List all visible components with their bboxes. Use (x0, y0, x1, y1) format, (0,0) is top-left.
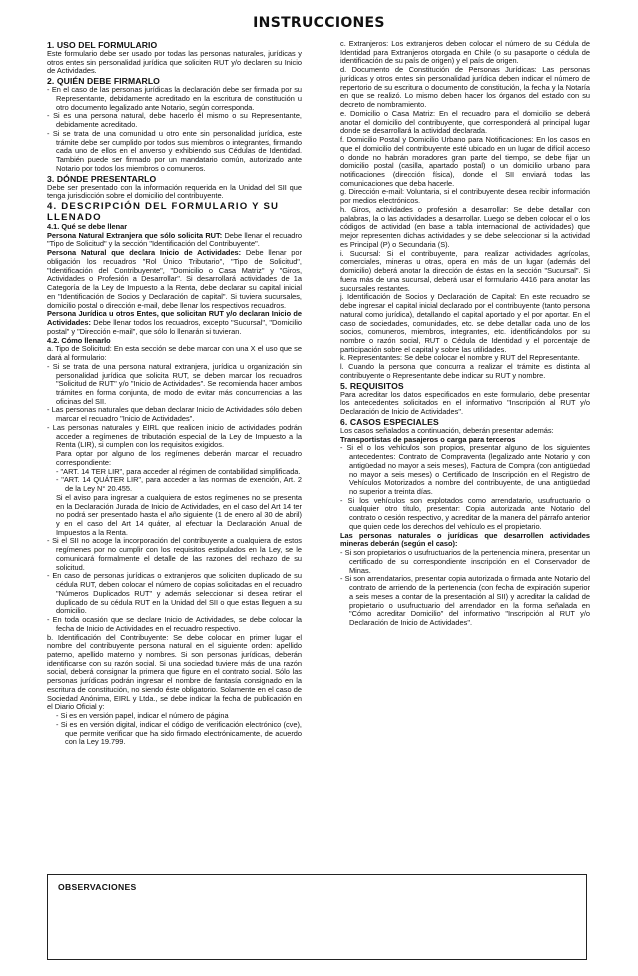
section-donde-title: 3. DÓNDE PRESENTARLO (47, 173, 157, 184)
item-domicilio-postal: f. Domicilio Postal y Domicilio Urbano para Notificaciones: En los casos en que el domicilio del contribuyente esté ubicado en un lugar de difícil acceso o donde no habrán moradores gran parte del tiempo, se debe fijar un domicilio postal (casilla, apartado postal) o un domicilio urbano para notificaciones (dirección física), donde el SII enviará todas las comunicaciones que deba hacerle. (340, 135, 590, 188)
list-item: - En el caso de las personas jurídicas la declaración debe ser firmada por su Representante, debidamente acreditado en la escritura de constitución u otro documento legalizado ante Notario, según corresponda. (47, 85, 302, 112)
paragraph-natural (47, 249, 302, 310)
paragraph-bold: Persona Natural que declara Inicio de Actividades: (47, 248, 242, 258)
item-email: g. Dirección e-mail: Voluntaria, si el contribuyente desea recibir información por medios electrónicos. (340, 187, 590, 206)
list-item: - Las personas naturales y EIRL que realicen inicio de actividades podrán acceder a regímenes de tributación especial de la Ley de Impuesto a la Renta (LIR), si cumplen con los requisitos exigidos. (47, 422, 302, 450)
list-item: - Si son arrendatarios, presentar copia autorizada o firmada ante Notario del contrato de arriendo de la pertenencia (con fecha de expiración superior a seis meses a contar de la presentación al SII) y acreditar la calidad de propietario o usufructuario del arrendador en la forma señalada en "Cómo acreditar Domicilio" del informativo "Inscripción al RUT y/o Declaración de Inicio de Actividades". (340, 574, 590, 627)
subsection-42-title: 4.2. Cómo llenarlo (47, 335, 111, 345)
right-column (340, 40, 590, 856)
section-requisitos-title: 5. REQUISITOS (340, 380, 404, 391)
list-item: - "ART. 14 QUÁTER LIR", para acceder a las normas de exención, Art. 2 de la Ley N° 20.455. (56, 475, 302, 494)
regimen-aviso: Si el aviso para ingresar a cualquiera de estos regímenes no se presenta en la Declaración Jurada de Inicio de Actividades, en el caso del Art 14 ter no podrá ser presentado hasta el año siguiente (1 de enero al 30 de abril) y en el caso del Art 14 quáter, al efectuar la Declaración Anual de Impuestos a la Renta. (56, 492, 302, 537)
list-item: - Si es en versión digital, indicar el código de verificación electrónico (cve), que permite verificar que ha sido firmado electrónicamente, de acuerdo con la Ley 19.799. (56, 719, 302, 747)
list-item: - Si se trata de una persona natural extranjera, jurídica u organización sin personalidad jurídica que solicita RUT, se deben marcar los recuadros "Solicitud de RUT" y/o "Inicio de Actividades". Se recomienda hacer ambos trámites en forma conjunta, de modo de evitar más concurrencias a las oficinas del SII. (47, 361, 302, 406)
list-item: - Si el o los vehículos son propios, presentar alguno de los siguientes antecedentes: Contrato de Compraventa (legalizado ante Notario y con antigüedad no mayor a seis meses), Factura de Compra (con antigüedad no mayor a seis meses) o Certificado de Inscripción en el Registro de Vehículos Motorizados a nombre del contribuyente, de una antigüedad no superior a treinta días. (340, 443, 590, 496)
section-requisitos-text: Para acreditar los datos especificados en este formulario, debe presentar los antecedentes solicitados en el informativo "Inscripción al RUT y/o Declaración de Inicio de Actividades". (340, 389, 590, 417)
list-item: - En caso de personas jurídicas o extranjeros que soliciten duplicado de su cédula RUT, deben colocar el número de copias solicitadas en el recuadro "Números Duplicados RUT" y además seleccionar si desea retirar el duplicado de su cédula RUT en la Unidad del SII o que estas lleguen a su domicilio. (47, 571, 302, 616)
list-item: - Si son propietarios o usufructuarios de la pertenencia minera, presentar un certificado de su correspondiente inscripción en el Conservador de Minas. (340, 548, 590, 575)
paragraph-bold: Persona Natural Extranjera que sólo solicita RUT: (47, 230, 223, 240)
section-uso-text: Este formulario debe ser usado por todas las personas naturales, jurídicas y otros entes sin personalidad jurídica que soliciten RUT y/o declaren su Inicio de Actividades. (47, 49, 302, 76)
observaciones-label: OBSERVACIONES (58, 882, 137, 892)
section-donde-text: Debe ser presentado con la información requerida en la Unidad del SII que tenga jurisdicción sobre el domicilio del contribuyente. (47, 182, 302, 201)
subsection-41-title: 4.1. Qué se debe llenar (47, 222, 128, 232)
paragraph-text: Debe llenar por obligación los recuadros "Rol Único Tributario", "Tipo de Solicitud", "Identificación del Contribuyente", "Domicilio o Casa Matriz" y "Giros, Actividades o Profesión a Desarrollar". Si desarrollará actividades de 1a Categoría de la Ley de Impuesto a la Renta, debe declarar su capital inicial en "Identificación de Socios y Declaración de capital". Si tuviera sucursales, domicilio postal o dirección e-mail, debe llenar los respectivos recuadros. (47, 248, 302, 310)
item-identificacion: b. Identificación del Contribuyente: Se debe colocar en primer lugar el nombre del contribuyente persona natural en el siguiente orden: apellido paterno, apellido materno y nombres. Si son personas jurídicas, deberán identificarse con su razón social. Si una sociedad tuviere más de una razón social, deberá consignar la primera que figure en el contrato social. Sólo las personas jurídicas podrán ingresar el nombre de fantasía consignado en la escritura de constitución, no siendo éste obligatorio. Solamente en el caso de Sociedad Anónima, EIRL y Ltda., se debe indicar la fecha de publicación en el Diario Oficial y: (47, 632, 302, 712)
item-extranjeros: c. Extranjeros: Los extranjeros deben colocar el número de su Cédula de Identidad para Extranjeros otorgada en Chile (o su pasaporte o cédula de identificación de su país de origen) y el país de origen. (340, 40, 590, 66)
item-tipo-solicitud: a. Tipo de Solicitud: En esta sección se debe marcar con una X el uso que se dará al formulario: (47, 344, 302, 363)
left-column (47, 40, 302, 856)
section-casos-text: Los casos señalados a continuación, deberán presentar además: (340, 425, 554, 435)
item-giros: h. Giros, actividades o profesión a desarrollar: Se debe detallar con palabras, la o las actividades a desarrollar. Luego se deben colocar el o los códigos de actividad (en base a tabla internacional de actividades) que mejor representen dichas actividades y se debe seleccionar si la actividad es Principal (P) o Secundaria (S). (340, 204, 590, 249)
paragraph-text: Debe llenar el recuadro "Tipo de Solicitud" y la sección "Identificación del Contribuyente". (47, 230, 302, 249)
item-documento-constitucion: d. Documento de Constitución de Personas Jurídicas: Las personas jurídicas y otros entes sin personalidad jurídica deben indicar el número de repertorio de su escritura o documento de constitución, la fecha y la Notaría en que se realizó. Lo mismo deben hacer los órganos del estado con su decreto de nombramiento. (340, 65, 590, 110)
list-item: - "ART. 14 TER LIR", para acceder al régimen de contabilidad simplificada. (56, 466, 301, 476)
item-persona-tramite: l. Cuando la persona que concurra a realizar el trámite es distinta al contribuyente o Representante debe indicar su RUT y nombre. (340, 362, 590, 380)
mineras-title: Las personas naturales o jurídicas que desarrollen actividades mineras deberán (según el caso): (340, 530, 590, 549)
list-item: - Si el SII no acoge la incorporación del contribuyente a cualquiera de estos regímenes por no cumplir con los requisitos estipulados en la Ley, se le comunicará formalmente el detalle de las razones del rechazo de su solicitud. (47, 536, 302, 572)
paragraph-juridica (47, 310, 302, 336)
item-sucursal: i. Sucursal: Si el contribuyente, para realizar actividades agrícolas, comerciales, mineras u otras, opera en más de un lugar (además del domicilio) deberá anotar la dirección de éstas en la sección "Sucursal". Si fuera más de una sucursal, deberá usar el formulario 4416 para anotar las sucursales restantes. (340, 248, 590, 293)
section-uso-title: 1. USO DEL FORMULARIO (47, 40, 158, 50)
item-representantes: k. Representantes: Se debe colocar el nombre y RUT del Representante. (340, 353, 580, 363)
paragraph-text: Debe llenar todos los recuadros, excepto "Sucursal", "Domicilio postal" y "Dirección e-mail", que sólo lo llenarán si tuvieran. (47, 318, 302, 336)
paragraph-extranjera (47, 232, 302, 249)
list-item: - Las personas naturales que deban declarar Inicio de Actividades sólo deben marcar el recuadro "Inicio de Actividades". (47, 405, 302, 424)
section-quien-title: 2. QUIÉN DEBE FIRMARLO (47, 76, 160, 87)
item-socios-capital: j. Identificación de Socios y Declaración de Capital: En este recuadro se debe ingresar el capital inicial declarado por el contribuyente (tanto persona natural como jurídica), detallando el capital aportado y el por aportar. En el caso de sociedades, comunidades, etc. se debe detallar cada uno de los socios, comuneros, miembros, integrantes, etc. identificándolos por su nombre o razón social, RUT o Cédula de Identidad y el porcentaje de participación sobre el capital y sobre las utilidades. (340, 292, 590, 354)
section-descripcion-title: 4. DESCRIPCIÓN DEL FORMULARIO Y SU LLENADO (47, 201, 280, 224)
item-domicilio: e. Domicilio o Casa Matriz: En el recuadro para el domicilio se deberá anotar el domicilio del contribuyente, que corresponderá al principal lugar donde se desarrollará la actividad declarada. (340, 108, 590, 136)
list-item: - En toda ocasión que se declare Inicio de Actividades, se debe colocar la fecha de Inicio de Actividades en el recuadro respectivo. (47, 615, 302, 633)
page-title: INSTRUCCIONES (253, 15, 385, 31)
section-casos-title: 6. CASOS ESPECIALES (340, 416, 439, 427)
paragraph-bold: Persona Jurídica u otros Entes, que solicitan RUT y/o declaran Inicio de Actividades: (47, 309, 302, 328)
list-item: - Si es una persona natural, debe hacerlo él mismo o su Representante, debidamente acreditado. (47, 111, 302, 130)
list-item: - Si los vehículos son explotados como arrendatario, usufructuario o cualquier otro título, presentar: Copia autorizada ante Notario del contrato o cesión respectivo, y acreditar de la manera del párrafo anterior que quien cede los derechos del vehículo es el propietario. (340, 495, 590, 531)
observaciones-box[interactable] (47, 874, 587, 960)
list-item: - Si es en versión papel, indicar el número de página (56, 711, 229, 721)
list-item: - Si se trata de una comunidad u otro ente sin personalidad jurídica, este trámite debe ser cumplido por todos sus miembros o integrantes, firmando cada uno de ellos en el anverso y exhibiendo sus Cédulas de Identidad. También puede ser firmado por un mandatario común, autorizado ante Notario por todos los miembros o comuneros. (47, 128, 302, 173)
regimen-intro: Para optar por alguno de los regímenes deberán marcar el recuadro correspondiente: (56, 449, 302, 467)
transportistas-title: Transportistas de pasajeros o carga para terceros (340, 434, 516, 444)
